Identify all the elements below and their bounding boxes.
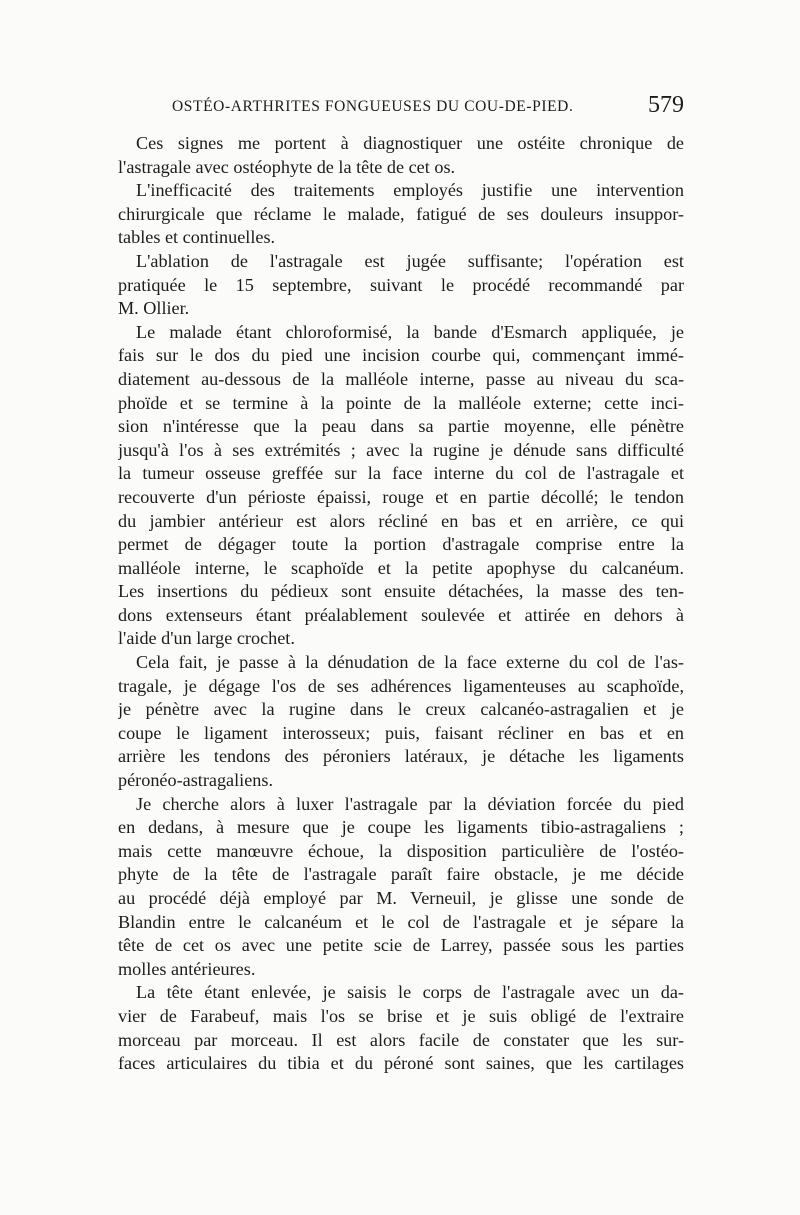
paragraph	[118, 321, 684, 651]
text-line: morceau par morceau. Il est alors facile de constater que les sur-	[118, 1029, 684, 1050]
paragraph	[118, 132, 684, 179]
text-line: Le malade étant chloroformisé, la bande d'Esmarch appliquée, je	[136, 321, 684, 342]
text-line: du jambier antérieur est alors récliné en bas et en arrière, ce qui	[118, 510, 684, 531]
text-line: sion n'intéresse que la peau dans sa partie moyenne, elle pénètre	[118, 416, 684, 437]
text-line: Les insertions du pédieux sont ensuite détachées, la masse des ten-	[118, 581, 684, 602]
text-line: jusqu'à l'os à ses extrémités ; avec la rugine je dénude sans difficulté	[118, 439, 684, 460]
text-line: recouverte d'un périoste épaissi, rouge et en partie décollé; le tendon	[118, 486, 684, 507]
text-line: au procédé déjà employé par M. Verneuil, je glisse une sonde de	[118, 888, 684, 908]
paragraph	[118, 981, 684, 1075]
text-line: je pénètre avec la rugine dans le creux calcanéo-astragalien et je	[118, 699, 684, 720]
paragraph	[118, 793, 684, 982]
text-line: tête de cet os avec une petite scie de Larrey, passée sous les parties	[118, 935, 684, 956]
paragraph	[118, 651, 684, 793]
text-line: fais sur le dos du pied une incision courbe qui, commençant immé-	[118, 345, 684, 366]
text-line: Je cherche alors à luxer l'astragale par la déviation forcée du pied	[136, 793, 684, 814]
text-line: mais cette manœuvre échoue, la disposition particulière de l'ostéo-	[118, 840, 684, 861]
text-line: phoïde et se termine à la pointe de la malléole externe; cette inci-	[118, 392, 684, 413]
paragraph	[118, 179, 684, 250]
text-line: molles antérieures.	[118, 958, 256, 979]
text-line: tables et continuelles.	[118, 227, 276, 248]
page-number: 579	[648, 92, 684, 118]
text-line: L'inefficacité des traitements employés justifie une intervention	[136, 180, 684, 201]
text-line: l'astragale avec ostéophyte de la tête de cet os.	[118, 156, 456, 177]
text-line: en dedans, à mesure que je coupe les ligaments tibio-astragaliens ;	[118, 817, 684, 838]
text-line: Blandin entre le calcanéum et le col de l'astragale et je sépare la	[118, 911, 684, 932]
text-line: faces articulaires du tibia et du péroné sont saines, que les cartilages	[118, 1053, 684, 1074]
text-line: pratiquée le 15 septembre, suivant le procédé recommandé par	[118, 274, 684, 295]
text-line: la tumeur osseuse greffée sur la face interne du col de l'astragale et	[118, 463, 684, 484]
text-line: La tête étant enlevée, je saisis le corps de l'astragale avec un da-	[136, 982, 684, 1003]
text-line: coupe le ligament interosseux; puis, faisant récliner en bas et en	[118, 722, 684, 743]
text-line: chirurgicale que réclame le malade, fatigué de ses douleurs insuppor-	[118, 203, 684, 224]
text-line: vier de Farabeuf, mais l'os se brise et je suis obligé de l'extraire	[118, 1005, 684, 1026]
text-line: phyte de la tête de l'astragale paraît faire obstacle, je me décide	[118, 864, 684, 885]
text-line: l'aide d'un large crochet.	[118, 628, 295, 649]
text-line: dons extenseurs étant préalablement soulevée et attirée en dehors à	[118, 604, 684, 625]
body-text	[118, 132, 684, 1076]
text-line: arrière les tendons des péroniers latéraux, je détache les ligaments	[118, 746, 684, 767]
running-head	[118, 94, 684, 120]
text-line: Ces signes me portent à diagnostiquer une ostéite chronique de	[136, 133, 684, 153]
text-line: permet de dégager toute la portion d'astragale comprise entre la	[118, 534, 684, 555]
text-line: M. Ollier.	[118, 298, 190, 319]
text-line: malléole interne, le scaphoïde et la petite apophyse du calcanéum.	[118, 557, 684, 578]
text-line: péronéo-astragaliens.	[118, 770, 274, 791]
text-line: Cela fait, je passe à la dénudation de la face externe du col de l'as-	[136, 652, 684, 673]
running-title: OSTÉO-ARTHRITES FONGUEUSES DU COU-DE-PIED.	[172, 98, 574, 115]
text-line: diatement au-dessous de la malléole interne, passe au niveau du sca-	[118, 368, 684, 389]
paragraph	[118, 250, 684, 321]
text-line: L'ablation de l'astragale est jugée suffisante; l'opération est	[136, 250, 684, 271]
text-line: tragale, je dégage l'os de ses adhérences ligamenteuses au scaphoïde,	[118, 675, 684, 696]
